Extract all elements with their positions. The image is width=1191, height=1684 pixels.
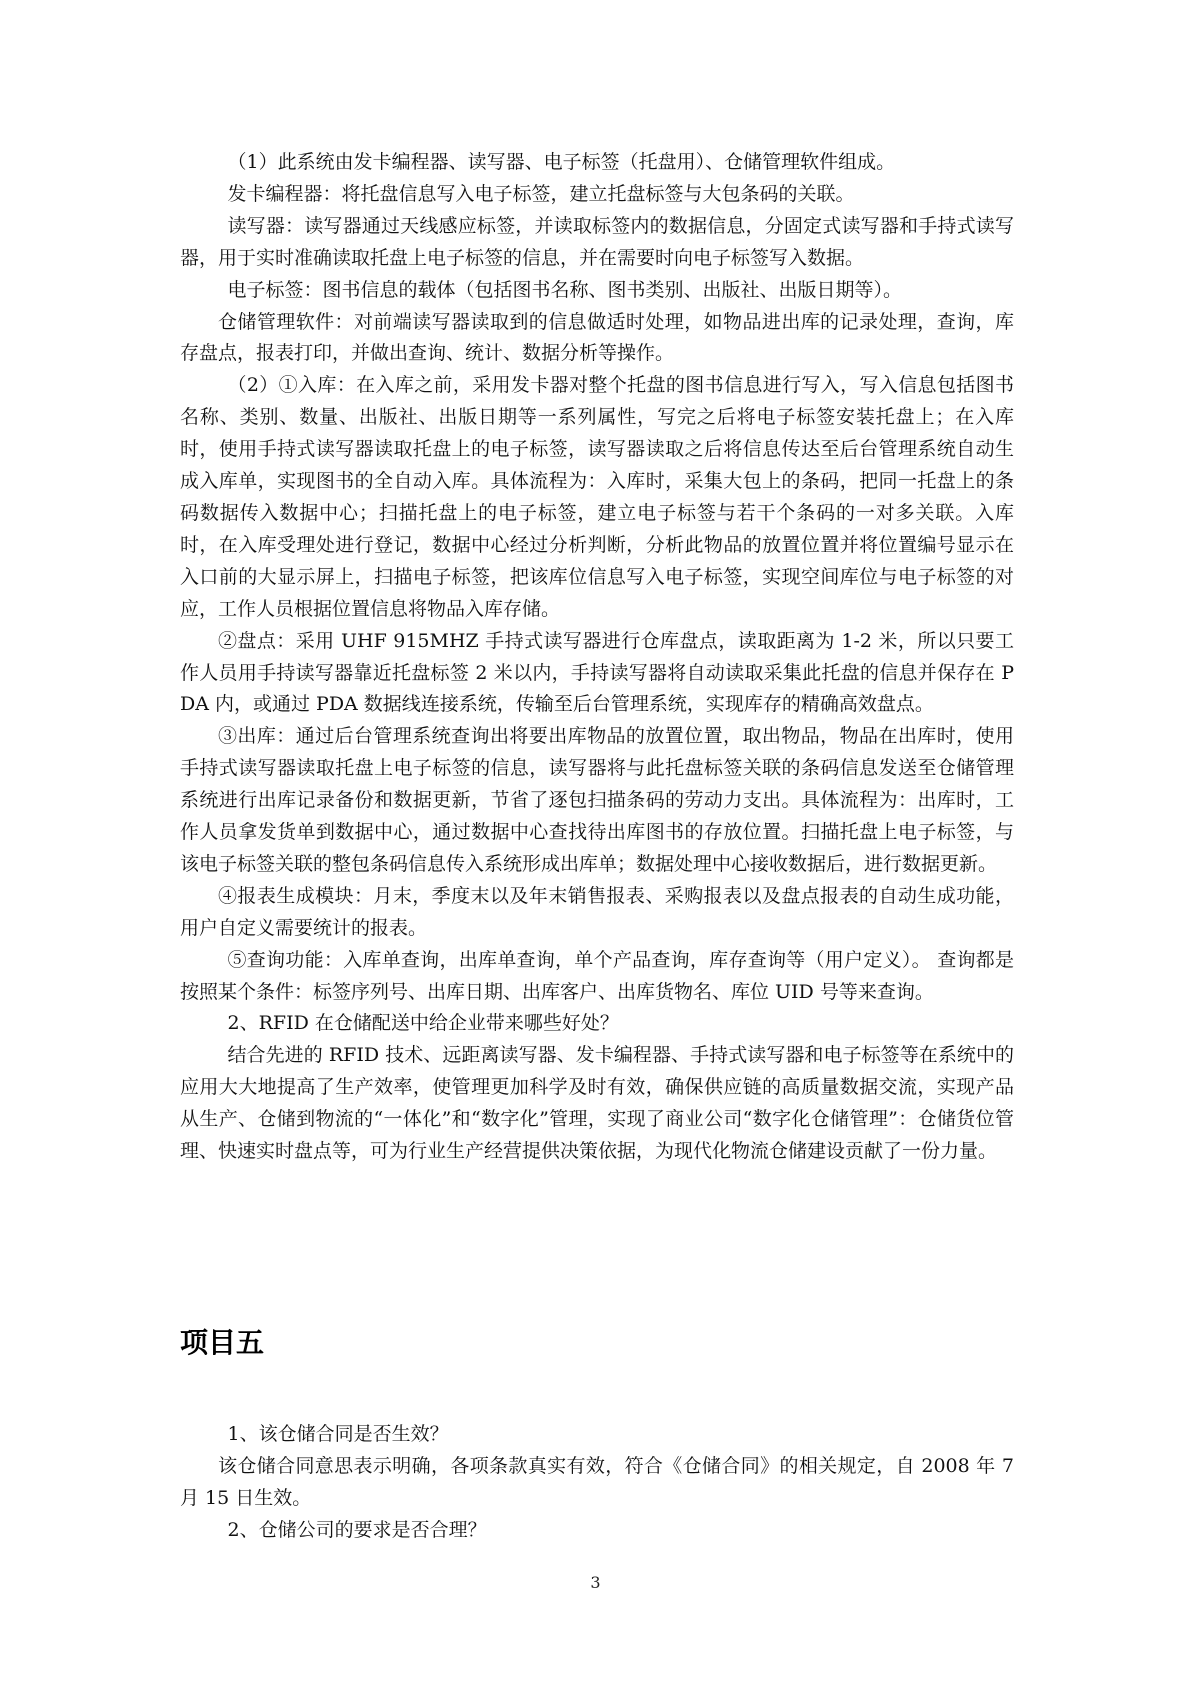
- paragraph-query-function: ⑤查询功能：入库单查询，出库单查询，单个产品查询，库存查询等（用户定义）。 查询都是按照某个条件：标签序列号、出库日期、出库客户、出库货物名、库位 UID 号等来查询。: [180, 948, 1014, 1003]
- section-five-body: [180, 1419, 1014, 1547]
- paragraph-reader: 读写器：读写器通过天线感应标签，并读取标签内的数据信息，分固定式读写器和手持式读写器，用于实时准确读取托盘上电子标签的信息，并在需要时向电子标签写入数据。: [180, 214, 1014, 269]
- section-heading-project-five: 项目五: [180, 1326, 265, 1359]
- question-request-reasonable: 2、仓储公司的要求是否合理？: [227, 1518, 487, 1541]
- question-rfid-benefits: 2、RFID 在仓储配送中给企业带来哪些好处？: [227, 1012, 619, 1035]
- paragraph-inventory-check: ②盘点：采用 UHF 915MHZ 手持式读写器进行仓库盘点，读取距离为 1-2 米，所以只要工作人员用手持读写器靠近托盘标签 2 米以内，手持读写器将自动读取采集此托盘的信息并保存在 PDA 内，或通过 PDA 数据线连接系统，传输至后台管理系统，实现库存的精确高效盘点。: [180, 629, 1014, 716]
- paragraph-report-module: ④报表生成模块：月末，季度末以及年末销售报表、采购报表以及盘点报表的自动生成功能，用户自定义需要统计的报表。: [180, 884, 1014, 939]
- paragraph-electronic-tag: 电子标签：图书信息的载体（包括图书名称、图书类别、出版社、出版日期等）。: [227, 278, 903, 301]
- section-four-body: [180, 147, 1014, 1168]
- answer-contract-valid: 该仓储合同意思表示明确，各项条款真实有效，符合《仓储合同》的相关规定，自 2008 年 7 月 15 日生效。: [180, 1454, 1014, 1509]
- paragraph-inbound: （2）①入库：在入库之前，采用发卡器对整个托盘的图书信息进行写入，写入信息包括图书名称、类别、数量、出版社、出版日期等一系列属性，写完之后将电子标签安装托盘上；在入库时，使用手持式读写器读取托盘上的电子标签，读写器读取之后将信息传达至后台管理系统自动生成入库单，实现图书的全自动入库。具体流程为：入库时，采集大包上的条码，把同一托盘上的条码数据传入数据中心；扫描托盘上的电子标签，建立电子标签与若干个条码的一对多关联。入库时，在入库受理处进行登记，数据中心经过分析判断，分析此物品的放置位置并将位置编号显示在入口前的大显示屏上，扫描电子标签，把该库位信息写入电子标签，实现空间库位与电子标签的对应，工作人员根据位置信息将物品入库存储。: [180, 374, 1014, 620]
- paragraph-system-composition: （1）此系统由发卡编程器、读写器、电子标签（托盘用）、仓储管理软件组成。: [227, 151, 896, 173]
- paragraph-outbound: ③出库：通过后台管理系统查询出将要出库物品的放置位置，取出物品，物品在出库时，使用手持式读写器读取托盘上电子标签的信息，读写器将与此托盘标签关联的条码信息发送至仓储管理系统进行出库记录备份和数据更新，节省了逐包扫描条码的劳动力支出。具体流程为：出库时，工作人员拿发货单到数据中心，通过数据中心查找待出库图书的存放位置。扫描托盘上电子标签，与该电子标签关联的整包条码信息传入系统形成出库单；数据处理中心接收数据后，进行数据更新。: [180, 725, 1014, 875]
- paragraph-card-programmer: 发卡编程器：将托盘信息写入电子标签，建立托盘标签与大包条码的关联。: [227, 182, 855, 205]
- answer-rfid-benefits: 结合先进的 RFID 技术、远距离读写器、发卡编程器、手持式读写器和电子标签等在系统中的应用大大地提高了生产效率，使管理更加科学及时有效，确保供应链的高质量数据交流，实现产品从生产、仓储到物流的“一体化”和“数字化”管理，实现了商业公司“数字化仓储管理”：仓储货位管理、快速实时盘点等，可为行业生产经营提供决策依据，为现代化物流仓储建设贡献了一份力量。: [180, 1044, 1014, 1163]
- paragraph-warehouse-software: 仓储管理软件：对前端读写器读取到的信息做适时处理，如物品进出库的记录处理，查询，库存盘点，报表打印，并做出查询、统计、数据分析等操作。: [180, 310, 1014, 365]
- page-number: 3: [590, 1573, 601, 1592]
- question-contract-valid: 1、该仓储合同是否生效？: [227, 1423, 449, 1445]
